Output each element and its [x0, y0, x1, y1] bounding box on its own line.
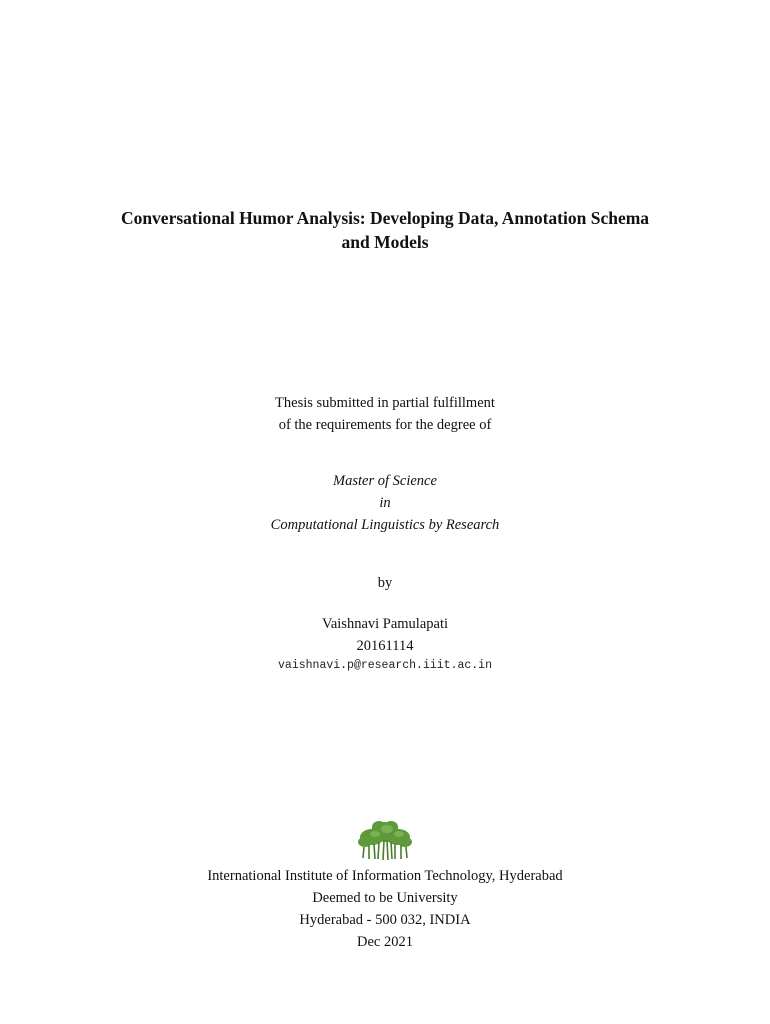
submission-date: Dec 2021: [357, 934, 413, 950]
institute-address: Hyderabad - 500 032, INDIA: [299, 912, 471, 928]
author-roll-number: 20161114: [356, 638, 414, 654]
author-name: Vaishnavi Pamulapati: [321, 616, 449, 632]
thesis-title-line-2: and Models: [341, 232, 429, 252]
author-block: [0, 613, 770, 657]
thesis-title-line-1: Conversational Humor Analysis: Developing Data, Annotation Schema: [120, 208, 650, 228]
degree-connector: in: [379, 495, 391, 511]
tree-logo-icon: [357, 818, 413, 862]
degree-block: [0, 470, 770, 536]
degree-field: Computational Linguistics by Research: [270, 517, 500, 533]
submission-line-2: of the requirements for the degree of: [278, 417, 492, 433]
author-email: vaishnavi.p@research.iiit.ac.in: [278, 659, 492, 672]
institute-name: International Institute of Information Technology, Hyderabad: [207, 868, 563, 884]
submission-line-1: Thesis submitted in partial fulfillment: [275, 395, 495, 411]
thesis-title: [0, 206, 770, 254]
institute-status: Deemed to be University: [312, 890, 458, 906]
by-label: by: [377, 575, 393, 591]
degree-name: Master of Science: [333, 473, 437, 489]
institute-block: [0, 865, 770, 953]
submission-statement: [0, 392, 770, 436]
